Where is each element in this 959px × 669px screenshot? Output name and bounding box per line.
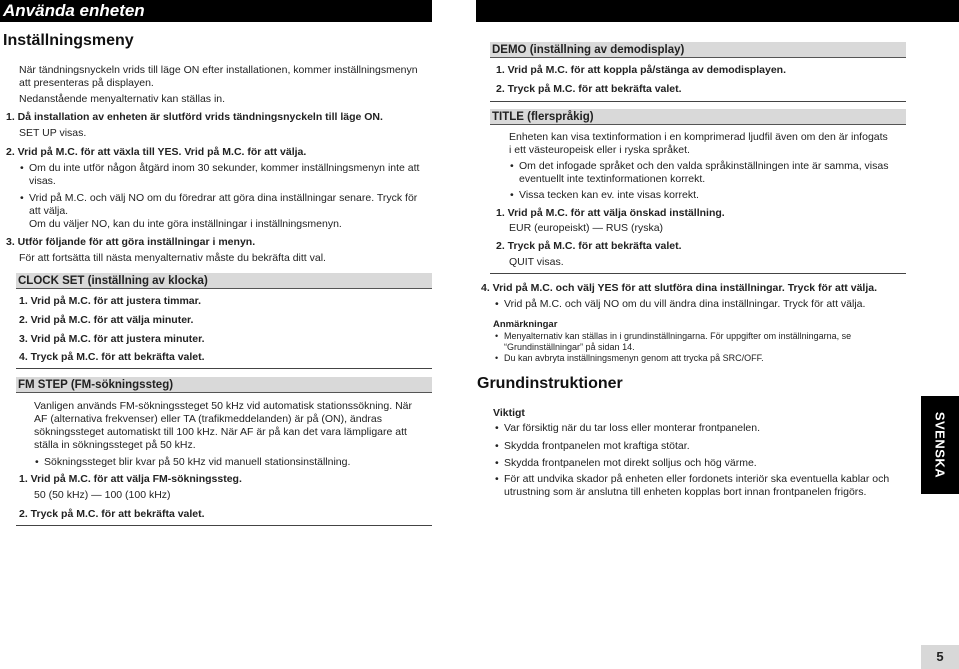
fm-bullet: • Sökningssteget blir kvar på 50 kHz vid manuell stationsinställning. (35, 456, 351, 468)
fm-paragraph-3: sökningssteget automatiskt till 100 kHz. När AF är på kan det vara lämpligare att (34, 426, 407, 438)
title-step-2: 2. Tryck på M.C. för att bekräfta valet. (496, 240, 682, 252)
clock-divider (16, 368, 432, 369)
note-1: • Menyalternativ kan ställas in i grundinställningarna. För uppgifter om inställningarna, se (495, 331, 852, 341)
page-header-title: Använda enheten (0, 0, 432, 22)
fm-step-2: 2. Tryck på M.C. för att bekräfta valet. (19, 508, 205, 520)
clock-step-1: 1. Vrid på M.C. för att justera timmar. (19, 295, 202, 307)
step-2-text: 2. Vrid på M.C. för att växla till YES. Vrid på M.C. för att välja. (6, 146, 307, 158)
basics-bullet-1: • Var försiktig när du tar loss eller monterar frontpanelen. (495, 422, 761, 434)
basics-bullet-4-cont: utrustning som är anslutna till enheten kopplas bort innan frontpanelen frigörs. (504, 486, 867, 498)
note-1-cont: “Grundinställningar” på sidan 14. (504, 342, 635, 352)
bullet-2: • Vrid på M.C. och välj NO om du föredrar att göra dina inställningar senare. Tryck för (20, 192, 418, 204)
fm-step-1-sub: 50 (50 kHz) — 100 (100 kHz) (34, 489, 171, 501)
demo-divider (490, 101, 906, 102)
basics-bullet-4: • För att undvika skador på enheten eller fordonets interiör ska eventuella kablar och (495, 473, 890, 485)
title-divider (490, 273, 906, 274)
section-title: Inställningsmeny (3, 32, 134, 49)
basics-bullet-3: • Skydda frontpanelen mot direkt solljus och hög värme. (495, 457, 757, 469)
clock-step-2: 2. Vrid på M.C. för att välja minuter. (19, 314, 194, 326)
bullet-1: • Om du inte utför någon åtgärd inom 30 sekunder, kommer inställningsmenyn inte att (20, 162, 420, 174)
fm-divider (16, 525, 432, 526)
title-step-1: 1. Vrid på M.C. för att välja önskad inställning. (496, 207, 725, 219)
basics-bullet-2: • Skydda frontpanelen mot kraftiga stötar. (495, 440, 690, 452)
title-bullet-1: • Om det infogade språket och den valda språkinställningen inte är samma, visas (510, 160, 889, 172)
bullet-2-note: Om du väljer NO, kan du inte göra inställningar i inställningsmenyn. (29, 218, 342, 230)
step-3-sub: För att fortsätta till nästa menyalternativ måste du bekräfta ditt val. (19, 252, 326, 264)
fm-paragraph-4: ställa in sökningssteget på 50 kHz. (34, 439, 196, 451)
title-step-2-sub: QUIT visas. (509, 256, 564, 268)
intro-line-2: att presenteras på displayen. (19, 77, 154, 89)
title-paragraph-1: Enheten kan visa textinformation i en komprimerad ljudfil även om den är infogats (509, 131, 888, 143)
fm-step-heading: FM STEP (FM-sökningssteg) (16, 377, 432, 393)
note-2: • Du kan avbryta inställningsmenyn genom att trycka på SRC/OFF. (495, 353, 764, 363)
demo-step-1: 1. Vrid på M.C. för att koppla på/stänga av demodisplayen. (496, 64, 786, 76)
title-bullet-1-cont: eventuellt inte textinformationen korrekt. (519, 173, 706, 185)
notes-heading: Anmärkningar (493, 319, 558, 330)
bullet-2-cont: att välja. (29, 205, 69, 217)
title-paragraph-2: i ett västeuropeisk eller i ryska språket. (509, 144, 690, 156)
intro-line-3: Nedanstående menyalternativ kan ställas in. (19, 93, 226, 105)
step-3-text: 3. Utför följande för att göra inställningar i menyn. (6, 236, 256, 248)
clock-step-3: 3. Vrid på M.C. för att justera minuter. (19, 333, 205, 345)
clock-set-heading: CLOCK SET (inställning av klocka) (16, 273, 432, 289)
bullet-1-cont: visas. (29, 175, 56, 187)
step-4-text: 4. Vrid på M.C. och välj YES för att slutföra dina inställningar. Tryck för att välja. (481, 282, 877, 294)
important-label: Viktigt (493, 407, 525, 419)
language-tab-label: SVENSKA (932, 411, 948, 479)
demo-step-2: 2. Tryck på M.C. för att bekräfta valet. (496, 83, 682, 95)
step-4-bullet: • Vrid på M.C. och välj NO om du vill ändra dina inställningar. Tryck för att välja. (495, 298, 866, 310)
fm-paragraph-1: Vanligen används FM-sökningssteget 50 kHz vid automatisk stationssökning. När (34, 400, 412, 412)
fm-paragraph-2: AF (alternativa frekvenser) eller TA (trafikmeddelanden) är på (ON), ändras (34, 413, 383, 425)
page-number: 5 (921, 645, 959, 669)
title-heading: TITLE (flerspråkig) (490, 109, 906, 125)
basics-title: Grundinstruktioner (477, 375, 623, 392)
fm-step-1: 1. Vrid på M.C. för att välja FM-sökningssteg. (19, 473, 242, 485)
clock-step-4: 4. Tryck på M.C. för att bekräfta valet. (19, 351, 205, 363)
title-bullet-2: • Vissa tecken kan ev. inte visas korrekt. (510, 189, 699, 201)
intro-line-1: När tändningsnyckeln vrids till läge ON efter installationen, kommer inställningsmenyn (19, 64, 418, 76)
step-1-text: 1. Då installation av enheten är slutförd vrids tändningsnyckeln till läge ON. (6, 111, 383, 123)
step-1-sub: SET UP visas. (19, 127, 87, 139)
demo-heading: DEMO (inställning av demodisplay) (490, 42, 906, 58)
language-tab (921, 396, 959, 494)
header-bar-right (476, 0, 959, 22)
title-step-1-sub: EUR (europeiskt) — RUS (ryska) (509, 222, 664, 234)
